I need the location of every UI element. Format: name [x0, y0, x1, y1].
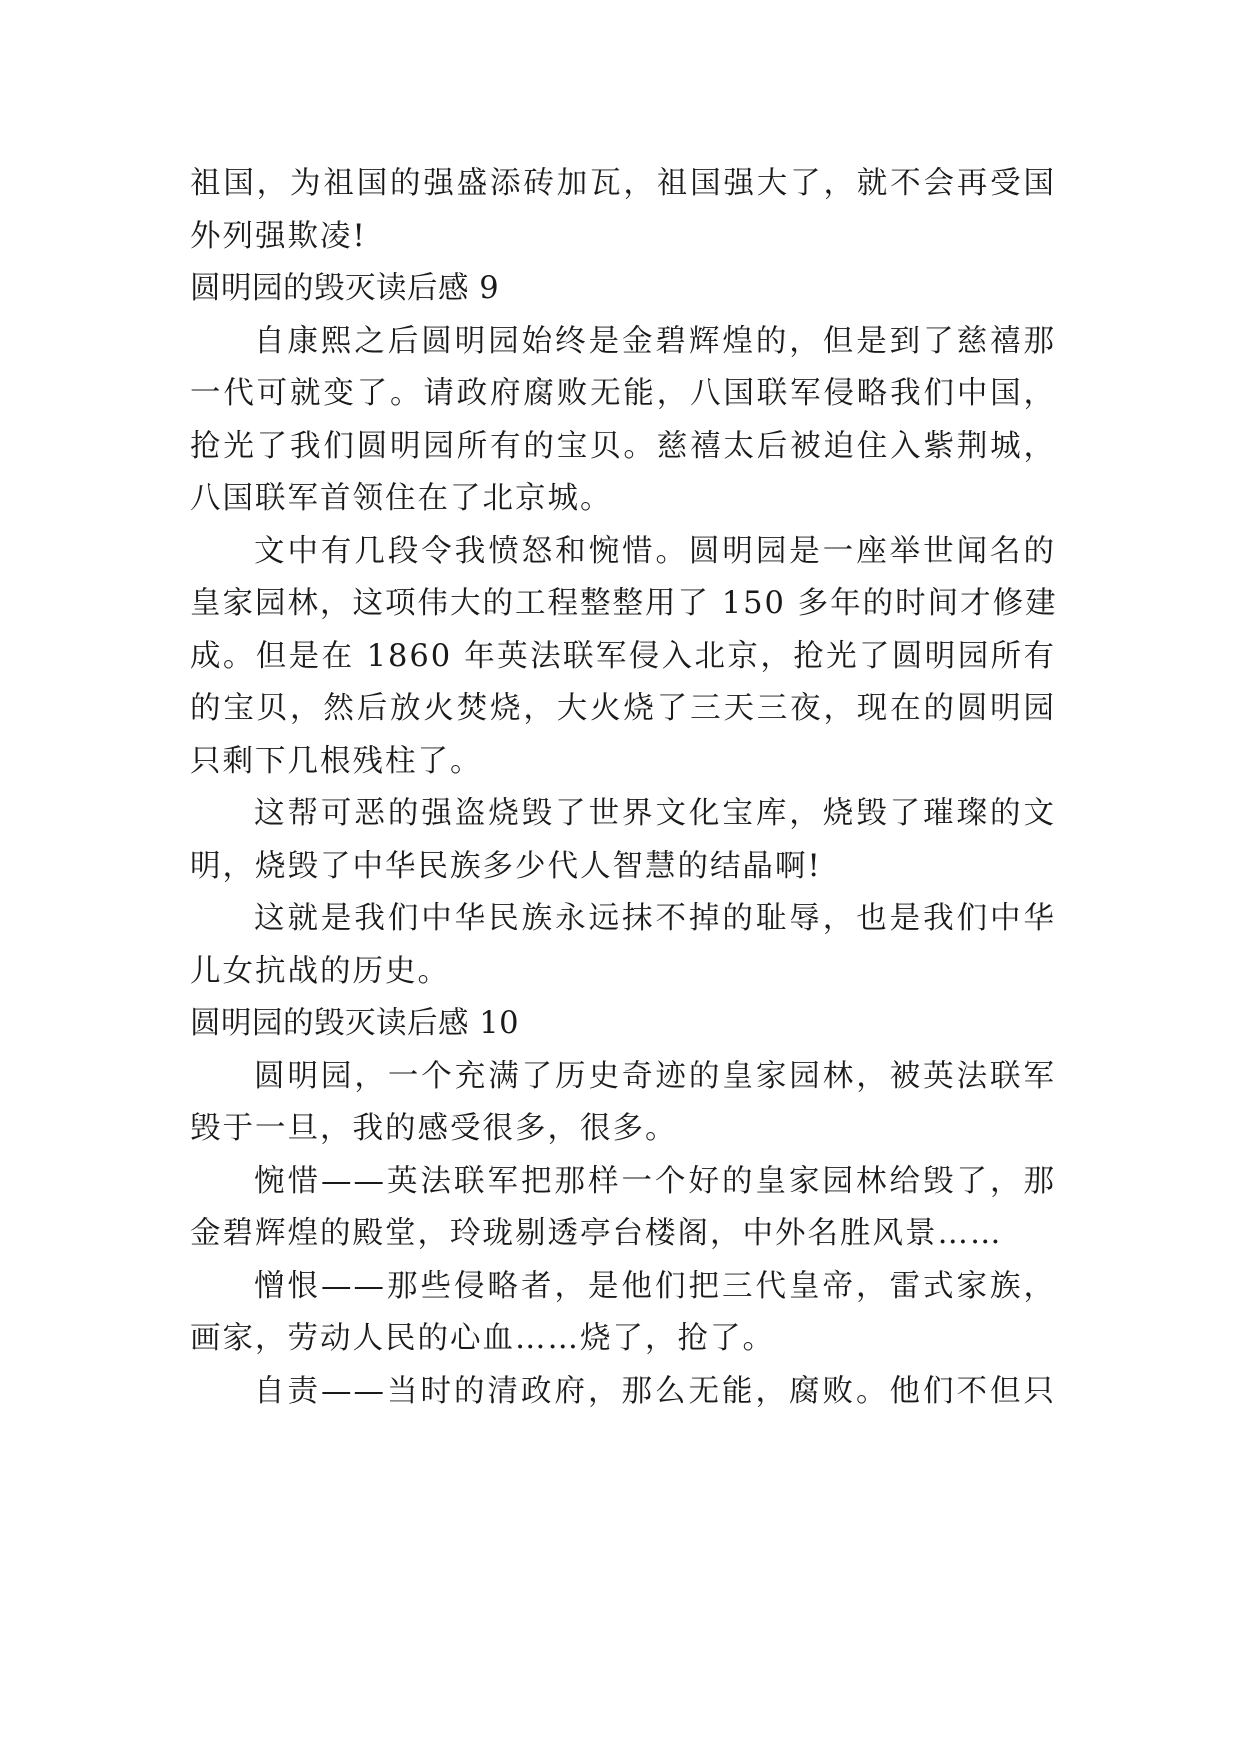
text-line: 八国联军首领住在了北京城。 — [190, 481, 613, 516]
text-line: 圆明园，一个充满了历史奇迹的皇家园林，被英法联军 — [254, 1058, 1056, 1094]
text-line: 这就是我们中华民族永远抹不掉的耻辱，也是我们中华 — [254, 901, 1056, 936]
text-line: 抢光了我们圆明园所有的宝贝。慈禧太后被迫住入紫荆城， — [190, 428, 1056, 464]
text-line: 皇家园林，这项伟大的工程整整用了 150 多年的时间才修建 — [190, 586, 1058, 621]
text-line: 明，烧毁了中华民族多少代人智慧的结晶啊! — [190, 848, 822, 884]
text-line: 的宝贝，然后放火焚烧，大火烧了三天三夜，现在的圆明园 — [190, 691, 1056, 726]
section-heading: 圆明园的毁灭读后感 10 — [190, 1006, 520, 1041]
text-line: 毁于一旦，我的感受很多，很多。 — [190, 1111, 678, 1146]
text-line: 外列强欺凌! — [190, 218, 367, 254]
text-line: 文中有几段令我愤怒和惋惜。圆明园是一座举世闻名的 — [254, 533, 1056, 569]
text-line: 一代可就变了。请政府腐败无能，八国联军侵略我们中国， — [190, 376, 1056, 411]
text-line: 成。但是在 1860 年英法联军侵入北京，抢光了圆明园所有 — [190, 638, 1056, 674]
text-line: 画家，劳动人民的心血……烧了，抢了。 — [190, 1321, 775, 1356]
section-heading: 圆明园的毁灭读后感 9 — [190, 271, 500, 306]
text-line: 儿女抗战的历史。 — [190, 953, 450, 989]
text-line: 自康熙之后圆明园始终是金碧辉煌的，但是到了慈禧那 — [254, 323, 1056, 359]
text-line: 憎恨——那些侵略者，是他们把三代皇帝，雷式家族， — [254, 1268, 1056, 1304]
text-line: 祖国，为祖国的强盛添砖加瓦，祖国强大了，就不会再受国 — [190, 166, 1056, 201]
text-line: 这帮可恶的强盗烧毁了世界文化宝库，烧毁了璀璨的文 — [254, 796, 1056, 831]
document-body — [190, 158, 1056, 1418]
text-line: 惋惜——英法联军把那样一个好的皇家园林给毁了，那 — [254, 1163, 1056, 1199]
text-line: 只剩下几根残柱了。 — [190, 743, 483, 779]
text-line: 金碧辉煌的殿堂，玲珑剔透亭台楼阁，中外名胜风景…… — [190, 1216, 1003, 1251]
text-line: 自责——当时的清政府，那么无能，腐败。他们不但只 — [254, 1373, 1056, 1409]
